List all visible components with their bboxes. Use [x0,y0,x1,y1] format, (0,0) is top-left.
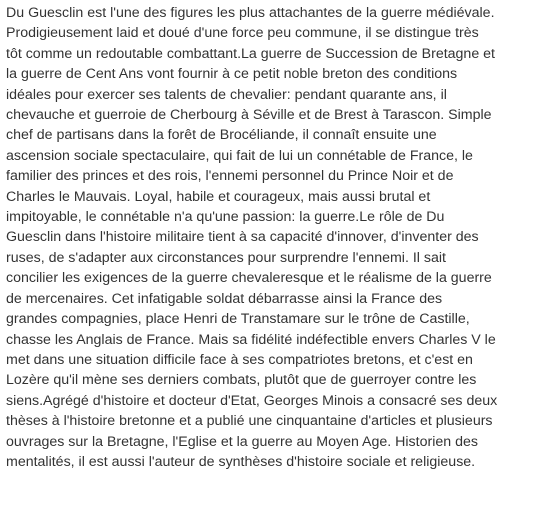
description-line-5: idéales pour exercer ses talents de chevalier: pendant quarante ans, il [6,86,447,103]
description-line-16: grandes compagnies, place Henri de Transtamare sur le trône de Castille, [6,311,470,328]
description-line-6: chevauche et guerroie de Cherbourg à Séville et de Brest à Tarascon. Simple [6,107,492,124]
description-line-18: met dans une situation difficile face à ses compatriotes bretons, et c'est en [6,351,473,368]
description-line-22: ouvrages sur la Bretagne, l'Eglise et la guerre au Moyen Age. Historien des [6,433,478,450]
description-line-15: de mercenaires. Cet infatigable soldat débarrasse ainsi la France des [6,290,443,307]
description-line-10: Charles le Mauvais. Loyal, habile et courageux, mais aussi brutal et [6,188,431,205]
description-line-9: familier des princes et des rois, l'ennemi personnel du Prince Noir et de [6,168,454,185]
description-line-7: chef de partisans dans la forêt de Brocéliande, il connaît ensuite une [6,127,437,144]
description-line-2: Prodigieusement laid et doué d'une force peu commune, il se distingue très [6,25,479,42]
description-line-12: Guesclin dans l'histoire militaire tient à sa capacité d'innover, d'inventer des [6,229,479,246]
description-line-11: impitoyable, le connétable n'a qu'une passion: la guerre.Le rôle de Du [6,209,445,226]
book-description [6,3,532,472]
description-line-3: tôt comme un redoutable combattant.La guerre de Succession de Bretagne et [6,45,495,62]
description-line-14: concilier les exigences de la guerre chevaleresque et le réalisme de la guerre [6,270,492,287]
description-line-1: Du Guesclin est l'une des figures les plus attachantes de la guerre médiévale. [6,5,495,21]
description-line-21: thèses à l'histoire bretonne et a publié une cinquantaine d'articles et plusieurs [6,413,493,430]
description-line-4: la guerre de Cent Ans vont fournir à ce petit noble breton des conditions [6,66,458,83]
description-line-20: siens.Agrégé d'histoire et docteur d'Etat, Georges Minois a consacré ses deux [6,392,498,409]
description-line-23: mentalités, il est aussi l'auteur de synthèses d'histoire sociale et religieuse. [6,453,476,470]
description-line-17: chasse les Anglais de France. Mais sa fidélité indéfectible envers Charles V le [6,331,496,348]
description-line-8: ascension sociale spectaculaire, qui fait de lui un connétable de France, le [6,147,473,164]
description-line-13: ruses, de s'adapter aux circonstances pour surprendre l'ennemi. Il sait [6,249,446,266]
description-line-19: Lozère qu'il mène ses derniers combats, plutôt que de guerroyer contre les [6,372,477,389]
